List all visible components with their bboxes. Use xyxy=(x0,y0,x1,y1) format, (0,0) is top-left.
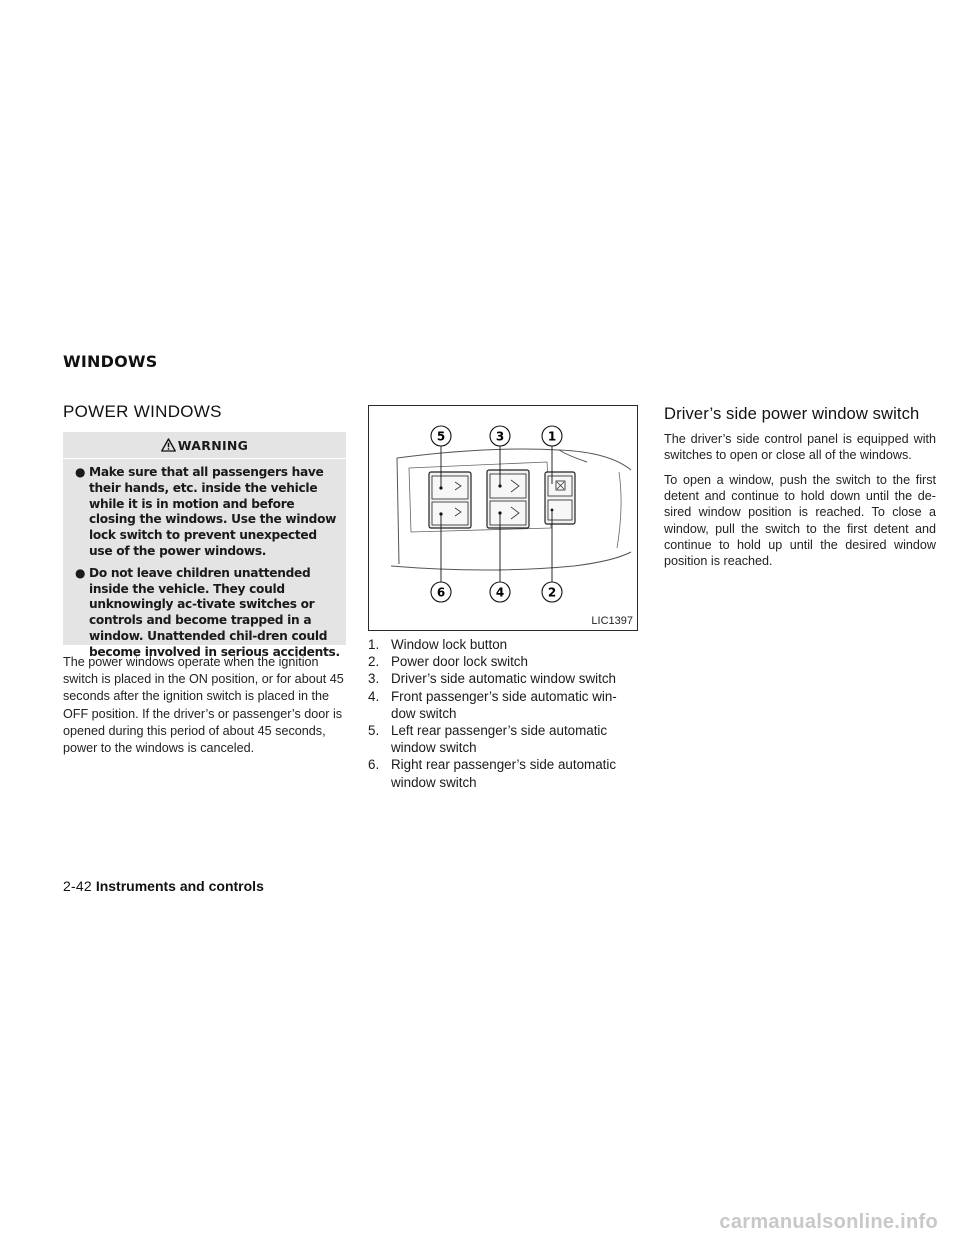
callout-2 xyxy=(542,582,562,602)
lock-button-pod xyxy=(545,472,575,524)
warning-header xyxy=(63,432,346,458)
legend-label: Front passenger’s side automatic win-dow switch xyxy=(391,688,617,721)
legend-item xyxy=(368,636,638,653)
legend-label: Left rear passenger’s side automatic window switch xyxy=(391,723,608,756)
callout-5-label: 5 xyxy=(436,429,446,444)
legend-label: Window lock button xyxy=(391,637,508,652)
legend-item xyxy=(368,688,638,722)
bullet-icon: ● xyxy=(75,465,86,479)
callout-6 xyxy=(431,582,451,602)
callout-3 xyxy=(490,426,510,446)
driver-switch-paragraph: To open a window, push the switch to the first detent and continue to hold down until the de-sired window position is reached. To close a window, pull the switch to the first detent and continue to hold up until the desired window position is reached. xyxy=(664,473,936,569)
warning-item xyxy=(75,566,342,661)
window-switch-figure xyxy=(368,405,638,631)
callout-2-label: 2 xyxy=(547,585,557,600)
page-number: 2-42 xyxy=(63,878,92,894)
rear-left-switch-pod xyxy=(429,472,471,528)
legend-item xyxy=(368,670,638,687)
bullet-icon: ● xyxy=(75,565,86,580)
legend-num: 6. xyxy=(368,757,380,773)
callout-6-label: 6 xyxy=(436,585,446,600)
legend-item xyxy=(368,722,638,756)
legend-num: 5. xyxy=(368,723,380,739)
legend-label: Right rear passenger’s side automatic window switch xyxy=(391,757,617,790)
legend-item xyxy=(368,653,638,670)
warning-list xyxy=(63,459,346,661)
legend-label: Driver’s side automatic window switch xyxy=(391,671,616,687)
legend-num: 4. xyxy=(368,688,380,704)
callout-1-label: 1 xyxy=(547,429,557,444)
window-switch-illustration xyxy=(369,406,639,632)
legend-num: 3. xyxy=(368,671,380,687)
warning-label: WARNING xyxy=(177,437,249,453)
callout-3-label: 3 xyxy=(495,429,505,444)
legend-item xyxy=(368,756,638,790)
callout-4 xyxy=(490,582,510,602)
warning-item-text: Do not leave children unattended inside the vehicle. They could unknowingly ac-tivate switches or controls and become trapped in a window. Unattended chil-dren could become involved in serious accidents. xyxy=(89,565,340,659)
callout-4-label: 4 xyxy=(495,585,505,600)
section-title: WINDOWS xyxy=(63,352,158,371)
figure-id: LIC1397 xyxy=(591,615,633,627)
page-footer xyxy=(63,878,264,894)
warning-item-text: Make sure that all passengers have their hands, etc. inside the vehicle while it is in motion and before closing the windows. Use the window lock switch to prevent unexpected use of the power windows. xyxy=(89,465,337,558)
legend-label: Power door lock switch xyxy=(391,654,528,670)
callout-5 xyxy=(431,426,451,446)
warning-item xyxy=(75,465,342,560)
warning-triangle-icon xyxy=(161,438,176,452)
warning-box xyxy=(63,432,346,659)
power-windows-body: The power windows operate when the ignition switch is placed in the ON position, or for about 45 seconds after the ignition switch is placed in the OFF position. If the driver’s or passenger’s door is opened during this period of about 45 seconds, power to the windows is canceled. xyxy=(63,655,344,756)
chapter-title: Instruments and controls xyxy=(95,878,264,894)
front-switch-pod xyxy=(487,470,529,528)
legend-num: 1. xyxy=(368,637,380,652)
driver-switch-paragraph: The driver’s side control panel is equipped with switches to open or close all of the windows. xyxy=(664,432,936,463)
watermark: carmanualsonline.info xyxy=(719,1211,938,1233)
callout-1 xyxy=(542,426,562,446)
figure-legend xyxy=(368,636,638,791)
legend-num: 2. xyxy=(368,654,380,670)
driver-switch-heading: Driver’s side power window switch xyxy=(664,404,920,423)
power-windows-heading: POWER WINDOWS xyxy=(63,402,222,421)
